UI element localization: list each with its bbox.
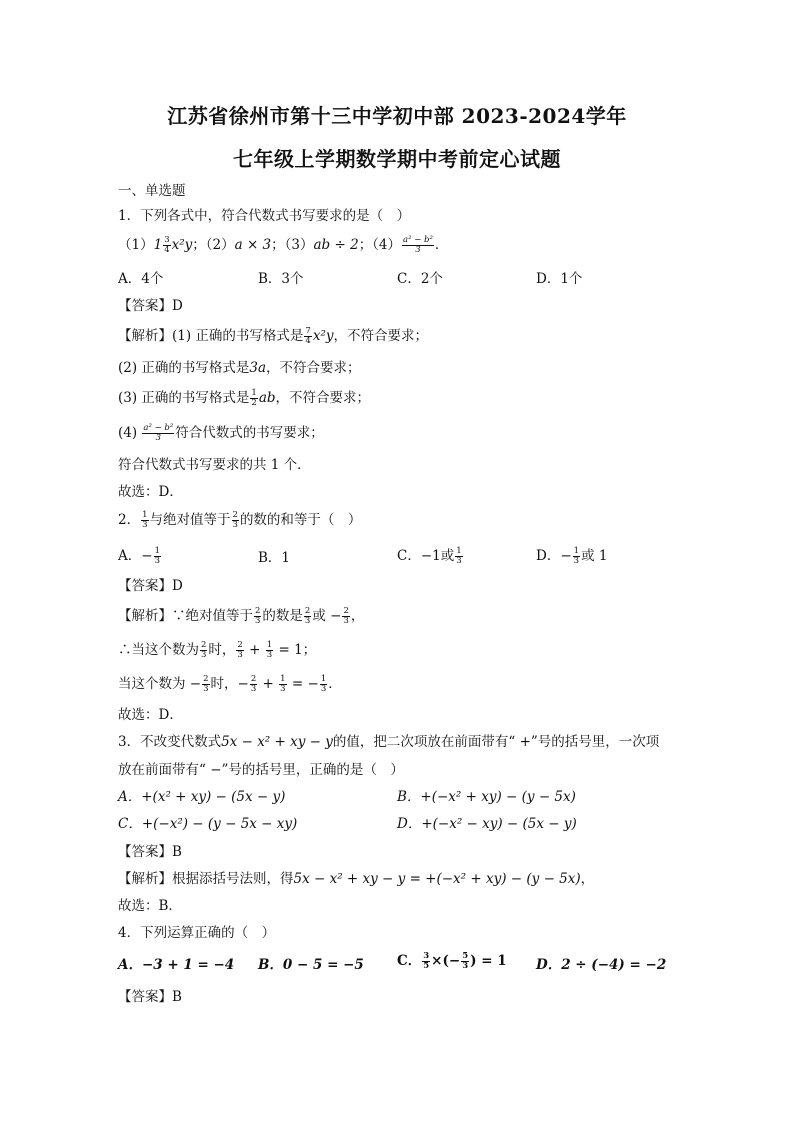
q3-option-b: B．+(−x² + xy) − (y − 5x) bbox=[397, 789, 576, 805]
q3-choose: 故选：B． bbox=[118, 898, 182, 914]
document-title-line2: 七年级上学期数学期中考前定心试题 bbox=[233, 147, 561, 171]
q2-analysis-line2: ∴当这个数为 $\frac{2}{3}$ 时， $\frac{2}{3}$ + $\frac{1}{3}$ = 1； bbox=[118, 640, 317, 660]
q2-option-c: C．−1或 $\frac{1}{3}$ bbox=[397, 546, 462, 566]
q4-option-a: A．−3 + 1 = −4 bbox=[118, 957, 235, 973]
q2-option-b: B．1 bbox=[258, 550, 291, 566]
q1-item4-fraction: $\frac{\text{a² − b²}}{3}$ bbox=[403, 235, 433, 255]
q1-analysis-line1: 【解析】(1) 正确的书写格式是 $\frac{7}{4}$ x²y，不符合要求； bbox=[118, 326, 428, 346]
q1-option-d: D．1个 bbox=[536, 271, 583, 287]
q4-option-b: B．0 − 5 = −5 bbox=[258, 957, 364, 973]
q1-option-c: C．2个 bbox=[397, 271, 443, 287]
q2-stem: 2． $\frac{1}{3}$ 与绝对值等于 $\frac{2}{3}$ 的数的和等于（ ） bbox=[118, 510, 362, 530]
q2-answer: 【答案】D bbox=[118, 578, 183, 594]
q3-answer: 【答案】B bbox=[118, 844, 182, 860]
q2-analysis-line1: 【解析】∵绝对值等于 $\frac{2}{3}$ 的数是 $\frac{2}{3}$ 或 − $\frac{2}{3}$ ， bbox=[118, 606, 365, 626]
q1-stem: 1．下列各式中，符合代数式书写要求的是（ ） bbox=[118, 208, 411, 224]
q2-analysis-line3: 当这个数为 − $\frac{2}{3}$ 时，− $\frac{2}{3}$ + $\frac{1}{3}$ = − $\frac{1}{3}$ ． bbox=[118, 674, 342, 694]
q4-stem: 4．下列运算正确的（ ） bbox=[118, 925, 276, 941]
q1-analysis-line4: (4) $\frac{\text{a² − b²}}{3}$ 符合代数式的书写要求； bbox=[118, 423, 324, 443]
section-heading: 一、单选题 bbox=[118, 183, 186, 199]
q1-analysis-line3: (3) 正确的书写格式是 $\frac{1}{2}$ ab，不符合要求； bbox=[118, 388, 371, 408]
q2-option-a: A．− $\frac{1}{3}$ bbox=[118, 546, 160, 566]
q1-analysis-line6: 故选：D． bbox=[118, 484, 183, 500]
q3-analysis: 【解析】根据添括号法则，得5x − x² + xy − y = +(−x² + xy) − (y − 5x)， bbox=[118, 871, 595, 887]
q3-option-d: D．+(−x² − xy) − (5x − y) bbox=[397, 816, 577, 832]
q3-stem-line2: 放在前面带有“ −”号的括号里，正确的是（ ） bbox=[118, 762, 404, 778]
q4-option-d: D．2 ÷ (−4) = −2 bbox=[536, 957, 667, 973]
q1-items: （1）1 $\frac{3}{4}$ x²y；（2）a × 3；（3）ab ÷ 2；（4） $\frac{\text{a² − b²}}{3}$ ． bbox=[118, 235, 449, 255]
q3-stem-line1: 3．不改变代数式5x − x² + xy − y的值，把二次项放在前面带有“ +”号的括号里，一次项 bbox=[118, 734, 660, 750]
document-title-line1: 江苏省徐州市第十三中学初中部 2023-2024学年 bbox=[167, 104, 627, 128]
q2-option-d: D．− $\frac{1}{3}$ 或 1 bbox=[536, 546, 608, 566]
q3-option-c: C．+(−x²) − (y − 5x − xy) bbox=[118, 816, 298, 832]
q4-option-c: C． $\frac{3}{5}$ ×(− $\frac{5}{3}$ ) = 1 bbox=[397, 951, 507, 971]
q2-analysis-line4: 故选：D． bbox=[118, 707, 183, 723]
q3-option-a: A．+(x² + xy) − (5x − y) bbox=[118, 789, 286, 805]
q1-answer: 【答案】D bbox=[118, 298, 183, 314]
q1-item1-fraction: $\frac{3}{4}$ bbox=[164, 235, 170, 255]
q1-analysis-line5: 符合代数式书写要求的共 1 个． bbox=[118, 457, 311, 473]
q4-answer: 【答案】B bbox=[118, 989, 182, 1005]
q1-option-a: A．4个 bbox=[118, 271, 164, 287]
q1-analysis-line2: (2) 正确的书写格式是3a，不符合要求； bbox=[118, 360, 361, 376]
q1-option-b: B．3个 bbox=[258, 271, 304, 287]
